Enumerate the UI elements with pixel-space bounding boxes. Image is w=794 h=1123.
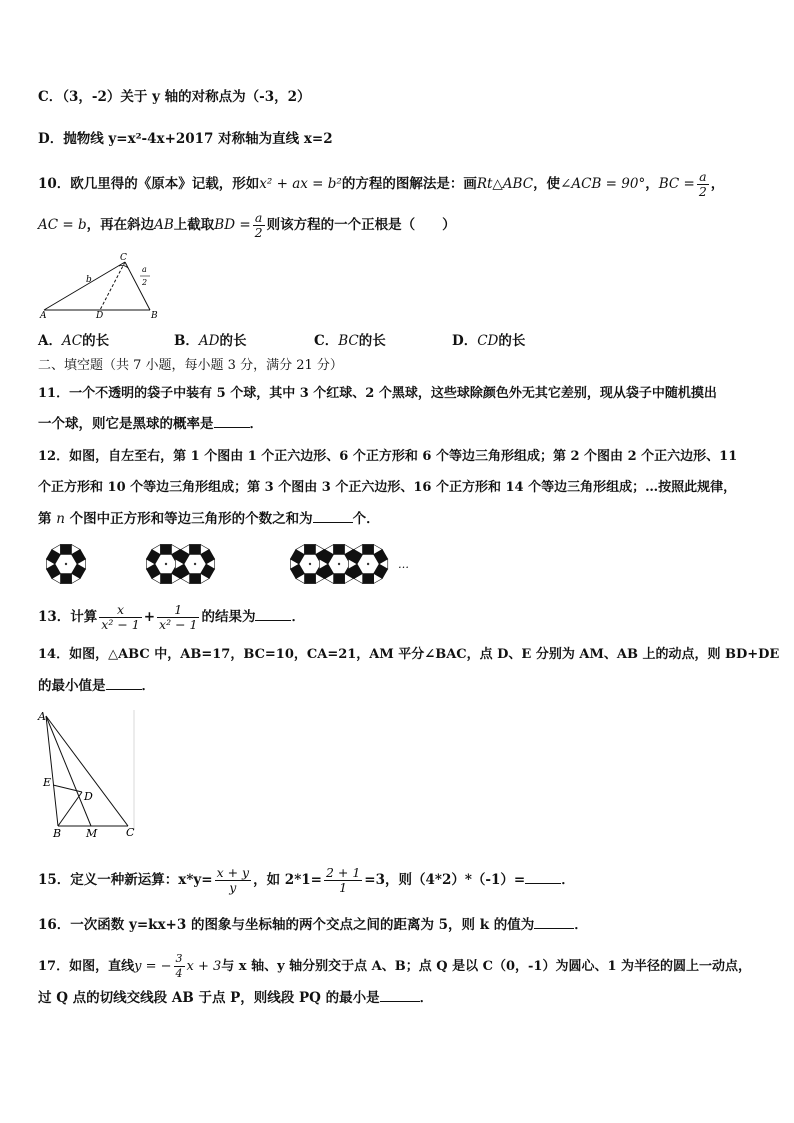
q15-f-num: x + y [216, 865, 250, 880]
question-11-line-1: 11．一个不透明的袋子中装有 5 个球，其中 3 个红球、2 个黑球，这些球除颜色外无其它差别，现从袋子中随机摸出 [38, 386, 717, 401]
q14-label-c: C [126, 826, 135, 839]
q10-frac-den: 2 [698, 184, 707, 199]
question-12-line-2: 个正方形和 10 个等边三角形组成；第 3 个图由 3 个正六边形、16 个正方形和 14 个等边三角形组成；…按照此规律， [38, 480, 737, 495]
q10-label-c: C [120, 253, 127, 263]
q14-label-b: B [53, 827, 62, 840]
q14-label-e: E [43, 776, 52, 789]
figure-2-square [161, 574, 172, 584]
q17-prefix: 17．如图，直线 [38, 959, 135, 974]
question-17-line-2 [38, 988, 433, 1008]
question-11-line-2 [38, 414, 263, 434]
q10-frac2-den: 2 [254, 225, 263, 240]
option-letter: C． [314, 333, 339, 349]
figure-3-square [334, 574, 345, 584]
q17-text: 过 Q 点的切线交线段 AB 于点 P，则线段 PQ 的最小是 [38, 990, 380, 1006]
figure-3-square [305, 544, 316, 554]
question-14-line-1: 14．如图，△ABC 中，AB=17，BC=10，CA=21，AM 平分∠BAC，点 D、E 分别为 AM、AB 上的动点，则 BD+DE [38, 647, 780, 662]
q15-mid-2: =3，则（4*2）*（-1）= [364, 872, 526, 888]
q13-fraction-2 [157, 603, 199, 632]
q10-prefix: 10．欧几里得的《原本》记载，形如 [38, 176, 260, 192]
option-tail: 的长 [82, 333, 110, 349]
answer-blank[interactable] [214, 415, 250, 428]
question-15-line [38, 866, 575, 895]
answer-blank[interactable] [255, 608, 291, 621]
q14-label-d: D [84, 790, 93, 803]
question-12-line-3 [38, 509, 380, 529]
q12-text-2: 个图中正方形和等边三角形的个数之和为 [69, 511, 313, 527]
q15-fraction-1 [215, 866, 252, 895]
q10-bc: BC = [658, 176, 695, 192]
figure-2-center-dot [165, 563, 167, 565]
q10-text-3: ， [645, 176, 659, 192]
question-13-line [38, 603, 305, 632]
q10-triangle: Rt△ABC [476, 176, 534, 192]
q10-fraction [697, 170, 709, 199]
section-2-heading: 二、填空题（共 7 小题，每小题 3 分，满分 21 分） [38, 358, 343, 373]
figure-1-center-dot [65, 563, 67, 565]
answer-blank[interactable] [313, 510, 353, 523]
q10-option-c[interactable] [314, 331, 386, 351]
answer-blank[interactable] [106, 677, 142, 690]
pattern-ellipsis: … [398, 558, 409, 571]
answer-blank[interactable] [534, 916, 574, 929]
q15-f-den: y [229, 880, 237, 895]
q13-fraction-1 [99, 603, 141, 632]
q10-l2-text-2: 上截取 [173, 217, 215, 233]
q10-option-a[interactable] [38, 331, 109, 351]
question-10-line-2 [38, 211, 456, 240]
q10-triangle-figure [36, 252, 166, 320]
q14-text: 的最小值是 [38, 678, 106, 694]
q15-end: ． [561, 872, 575, 888]
q14-label-m: M [86, 827, 98, 840]
figure-3-square [305, 574, 316, 584]
figure-3-square [334, 544, 345, 554]
q10-angle: ∠ACB = 90° [560, 176, 646, 192]
q10-equation: x² + ax = b² [259, 176, 342, 192]
q10-frac2-num: a [253, 211, 265, 226]
option-tail: 的长 [219, 333, 247, 349]
q10-fraction-2 [253, 211, 265, 240]
option-segment: AD [198, 333, 220, 349]
figure-3-center-dot [309, 563, 311, 565]
q14-triangle-figure [36, 706, 140, 840]
q10-label-side-b: b [86, 275, 92, 285]
figure-2-center-dot [194, 563, 196, 565]
q13-plus: + [143, 609, 156, 625]
option-letter: A． [38, 333, 62, 349]
q10-l2-text: ，再在斜边 [86, 217, 155, 233]
q16-text: 16．一次函数 y=kx+3 的图象与坐标轴的两个交点之间的距离为 5，则 k 的值为 [38, 917, 535, 933]
figure-2-square [190, 544, 201, 554]
q13-f1-den: x² − 1 [101, 617, 140, 632]
question-12-line-1: 12．如图，自左至右，第 1 个图由 1 个正六边形、6 个正方形和 6 个等边三角形组成；第 2 个图由 2 个正六边形、11 [38, 449, 738, 464]
option-segment: BC [338, 333, 359, 349]
question-17-line-1 [38, 952, 751, 981]
q15-prefix: 15．定义一种新运算：x*y= [38, 872, 213, 888]
q17-line-1-rest: 与 x 轴、y 轴分别交于点 A、B；点 Q 是以 C（0，-1）为圆心、1 为半径的圆上一动点， [221, 959, 752, 974]
q10-ac: AC = b [38, 217, 87, 233]
q10-label-side-a: a [142, 265, 147, 274]
figure-1-square [61, 544, 72, 554]
q17-fraction [174, 952, 185, 981]
q11-text: 一个球，则它是黑球的概率是 [38, 416, 214, 432]
q10-label-a: A [40, 311, 47, 320]
q10-label-two: 2 [142, 278, 148, 287]
q17-y-eq: y = − [134, 959, 172, 974]
option-letter: B． [174, 333, 199, 349]
q13-suffix: 的结果为 [201, 609, 256, 625]
option-tail: 的长 [498, 333, 526, 349]
q13-prefix: 13．计算 [38, 609, 98, 625]
q15-fraction-2 [324, 866, 362, 895]
figure-1-square [61, 574, 72, 584]
figure-2-square [190, 574, 201, 584]
q15-f2-num: 2 + 1 [325, 865, 361, 880]
q12-n: n [56, 511, 65, 527]
figure-3-center-dot [367, 563, 369, 565]
option-c-line: C．（3，-2）关于 y 轴的对称点为（-3，2） [38, 89, 311, 105]
question-10-line-1: 10．欧几里得的《原本》记载，形如x² + ax = b²的方程的图解法是：画Rt△ABC，使∠ACB = 90°，BC = $\frac{a}{2}$ ， [38, 169, 725, 199]
option-letter: D． [452, 333, 478, 349]
q10-option-b[interactable] [174, 331, 247, 351]
answer-blank[interactable] [380, 989, 420, 1002]
figure-3-square [363, 574, 374, 584]
q13-f2-num: 1 [157, 603, 199, 618]
q10-bd: BD = [214, 217, 251, 233]
q10-ab: AB [154, 217, 174, 233]
q17-f-den: 4 [175, 967, 183, 980]
option-segment: AC [61, 333, 83, 349]
q14-label-a: A [38, 710, 46, 723]
option-d-line: D．抛物线 y=x²-4x+2017 对称轴为直线 x=2 [38, 131, 333, 147]
q15-mid: ，如 2*1= [253, 872, 322, 888]
q10-label-d: D [96, 311, 104, 320]
figure-3-center-dot [338, 563, 340, 565]
option-tail: 的长 [358, 333, 386, 349]
q13-f2-den: x² − 1 [159, 617, 198, 632]
q17-tail-eq: x + 3 [186, 959, 222, 974]
q10-text: 的方程的图解法是：画 [341, 176, 477, 192]
q13-end: ． [291, 609, 305, 625]
figure-3-square [363, 544, 374, 554]
q13-f1-num: x [99, 603, 141, 618]
option-segment: CD [477, 333, 499, 349]
q17-f-num: 3 [175, 952, 183, 965]
q12-pattern-figure [38, 536, 418, 592]
figure-2-square [161, 544, 172, 554]
q10-l2-end: 则该方程的一个正根是（ ） [266, 217, 456, 233]
q14-end: ． [141, 678, 155, 694]
question-14-line-2 [38, 676, 155, 696]
q17-end: ． [419, 990, 434, 1006]
q10-option-d[interactable] [452, 331, 525, 351]
answer-blank[interactable] [525, 871, 561, 884]
q12-text: 第 [38, 511, 52, 527]
q10-label-b: B [151, 311, 158, 320]
q10-frac-num: a [697, 170, 709, 185]
q10-text-2: ，使 [533, 176, 561, 192]
q16-end: ． [574, 917, 588, 933]
q11-end: ． [249, 416, 263, 432]
question-16-line [38, 915, 588, 935]
q15-f2-den: 1 [339, 880, 348, 895]
q12-end: 个． [352, 511, 380, 527]
